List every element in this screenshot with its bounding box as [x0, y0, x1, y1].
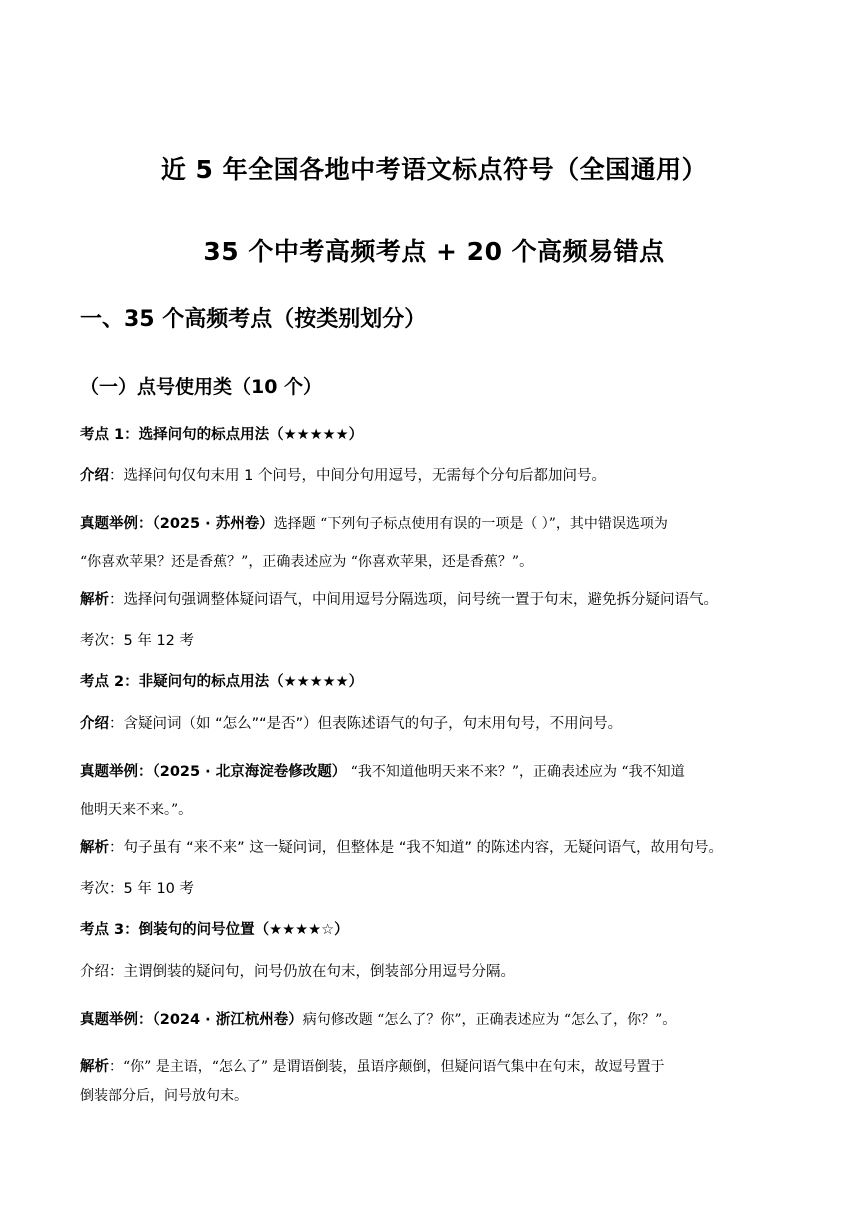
point-2-intro	[80, 714, 788, 734]
point-2-frequency: 考次：5 年 10 考	[80, 881, 195, 897]
example-text: 选择题 “下列句子标点使用有误的一项是（ ）”，其中错误选项为	[273, 516, 668, 532]
point-3-analysis	[80, 1057, 788, 1077]
intro-label: 介绍	[80, 468, 109, 484]
point-1-frequency: 考次：5 年 12 考	[80, 633, 195, 649]
analysis-label: 解析	[80, 1059, 109, 1075]
example-text: “我不知道他明天来不来？”，正确表述应为 “我不知道	[346, 764, 685, 780]
subsection-heading: （一）点号使用类（10 个）	[80, 376, 323, 398]
point-1-example-cont: “你喜欢苹果？还是香蕉？”，正确表述应为 “你喜欢苹果，还是香蕉？”。	[80, 554, 534, 570]
point-1-intro	[80, 466, 788, 486]
point-2-example	[80, 762, 788, 782]
point-1-example	[80, 514, 788, 534]
example-label: 真题举例	[80, 516, 138, 532]
example-label: 真题举例	[80, 1012, 138, 1028]
example-source: ：（2025 · 北京海淀卷修改题）	[138, 764, 347, 780]
analysis-label: 解析	[80, 840, 109, 856]
point-1-analysis	[80, 590, 788, 610]
analysis-text: ：句子虽有 “来不来” 这一疑问词，但整体是 “我不知道” 的陈述内容，无疑问语气，故用句号。	[109, 840, 723, 856]
analysis-text: ：“你” 是主语，“怎么了” 是谓语倒装，虽语序颠倒，但疑问语气集中在句末，故逗号置于	[109, 1059, 665, 1075]
doc-title: 近 5 年全国各地中考语文标点符号（全国通用）	[160, 155, 708, 184]
intro-label: 介绍	[80, 716, 109, 732]
point-2-analysis	[80, 838, 788, 858]
doc-subtitle: 35 个中考高频考点 + 20 个高频易错点	[203, 237, 665, 266]
example-source: ：（2024 · 浙江杭州卷）	[138, 1012, 303, 1028]
analysis-text: ：选择问句强调整体疑问语气，中间用逗号分隔选项，问号统一置于句末，避免拆分疑问语气。	[109, 592, 718, 608]
point-3-analysis-cont: 倒装部分后，问号放句末。	[80, 1088, 248, 1104]
example-source: ：（2025 · 苏州卷）	[138, 516, 274, 532]
intro-text: ：选择问句仅句末用 1 个问号，中间分句用逗号，无需每个分句后都加问号。	[109, 468, 606, 484]
intro-label: 介绍	[80, 964, 109, 980]
example-label: 真题举例	[80, 764, 138, 780]
point-3-example	[80, 1010, 788, 1030]
intro-text: ：主谓倒装的疑问句，问号仍放在句末，倒装部分用逗号分隔。	[109, 964, 515, 980]
intro-text: ：含疑问词（如 “怎么”“是否”）但表陈述语气的句子，句末用句号，不用问号。	[109, 716, 623, 732]
point-3-intro	[80, 962, 788, 982]
point-1-title: 考点 1：选择问句的标点用法（★★★★★）	[80, 427, 364, 443]
section-heading: 一、35 个高频考点（按类别划分）	[80, 307, 427, 332]
point-2-title: 考点 2：非疑问句的标点用法（★★★★★）	[80, 674, 364, 690]
point-2-example-cont: 他明天来不来。”。	[80, 802, 193, 818]
point-3-title: 考点 3：倒装句的问号位置（★★★★☆）	[80, 922, 349, 938]
analysis-label: 解析	[80, 592, 109, 608]
example-text: 病句修改题 “怎么了？你”，正确表述应为 “怎么了，你？”。	[302, 1012, 677, 1028]
